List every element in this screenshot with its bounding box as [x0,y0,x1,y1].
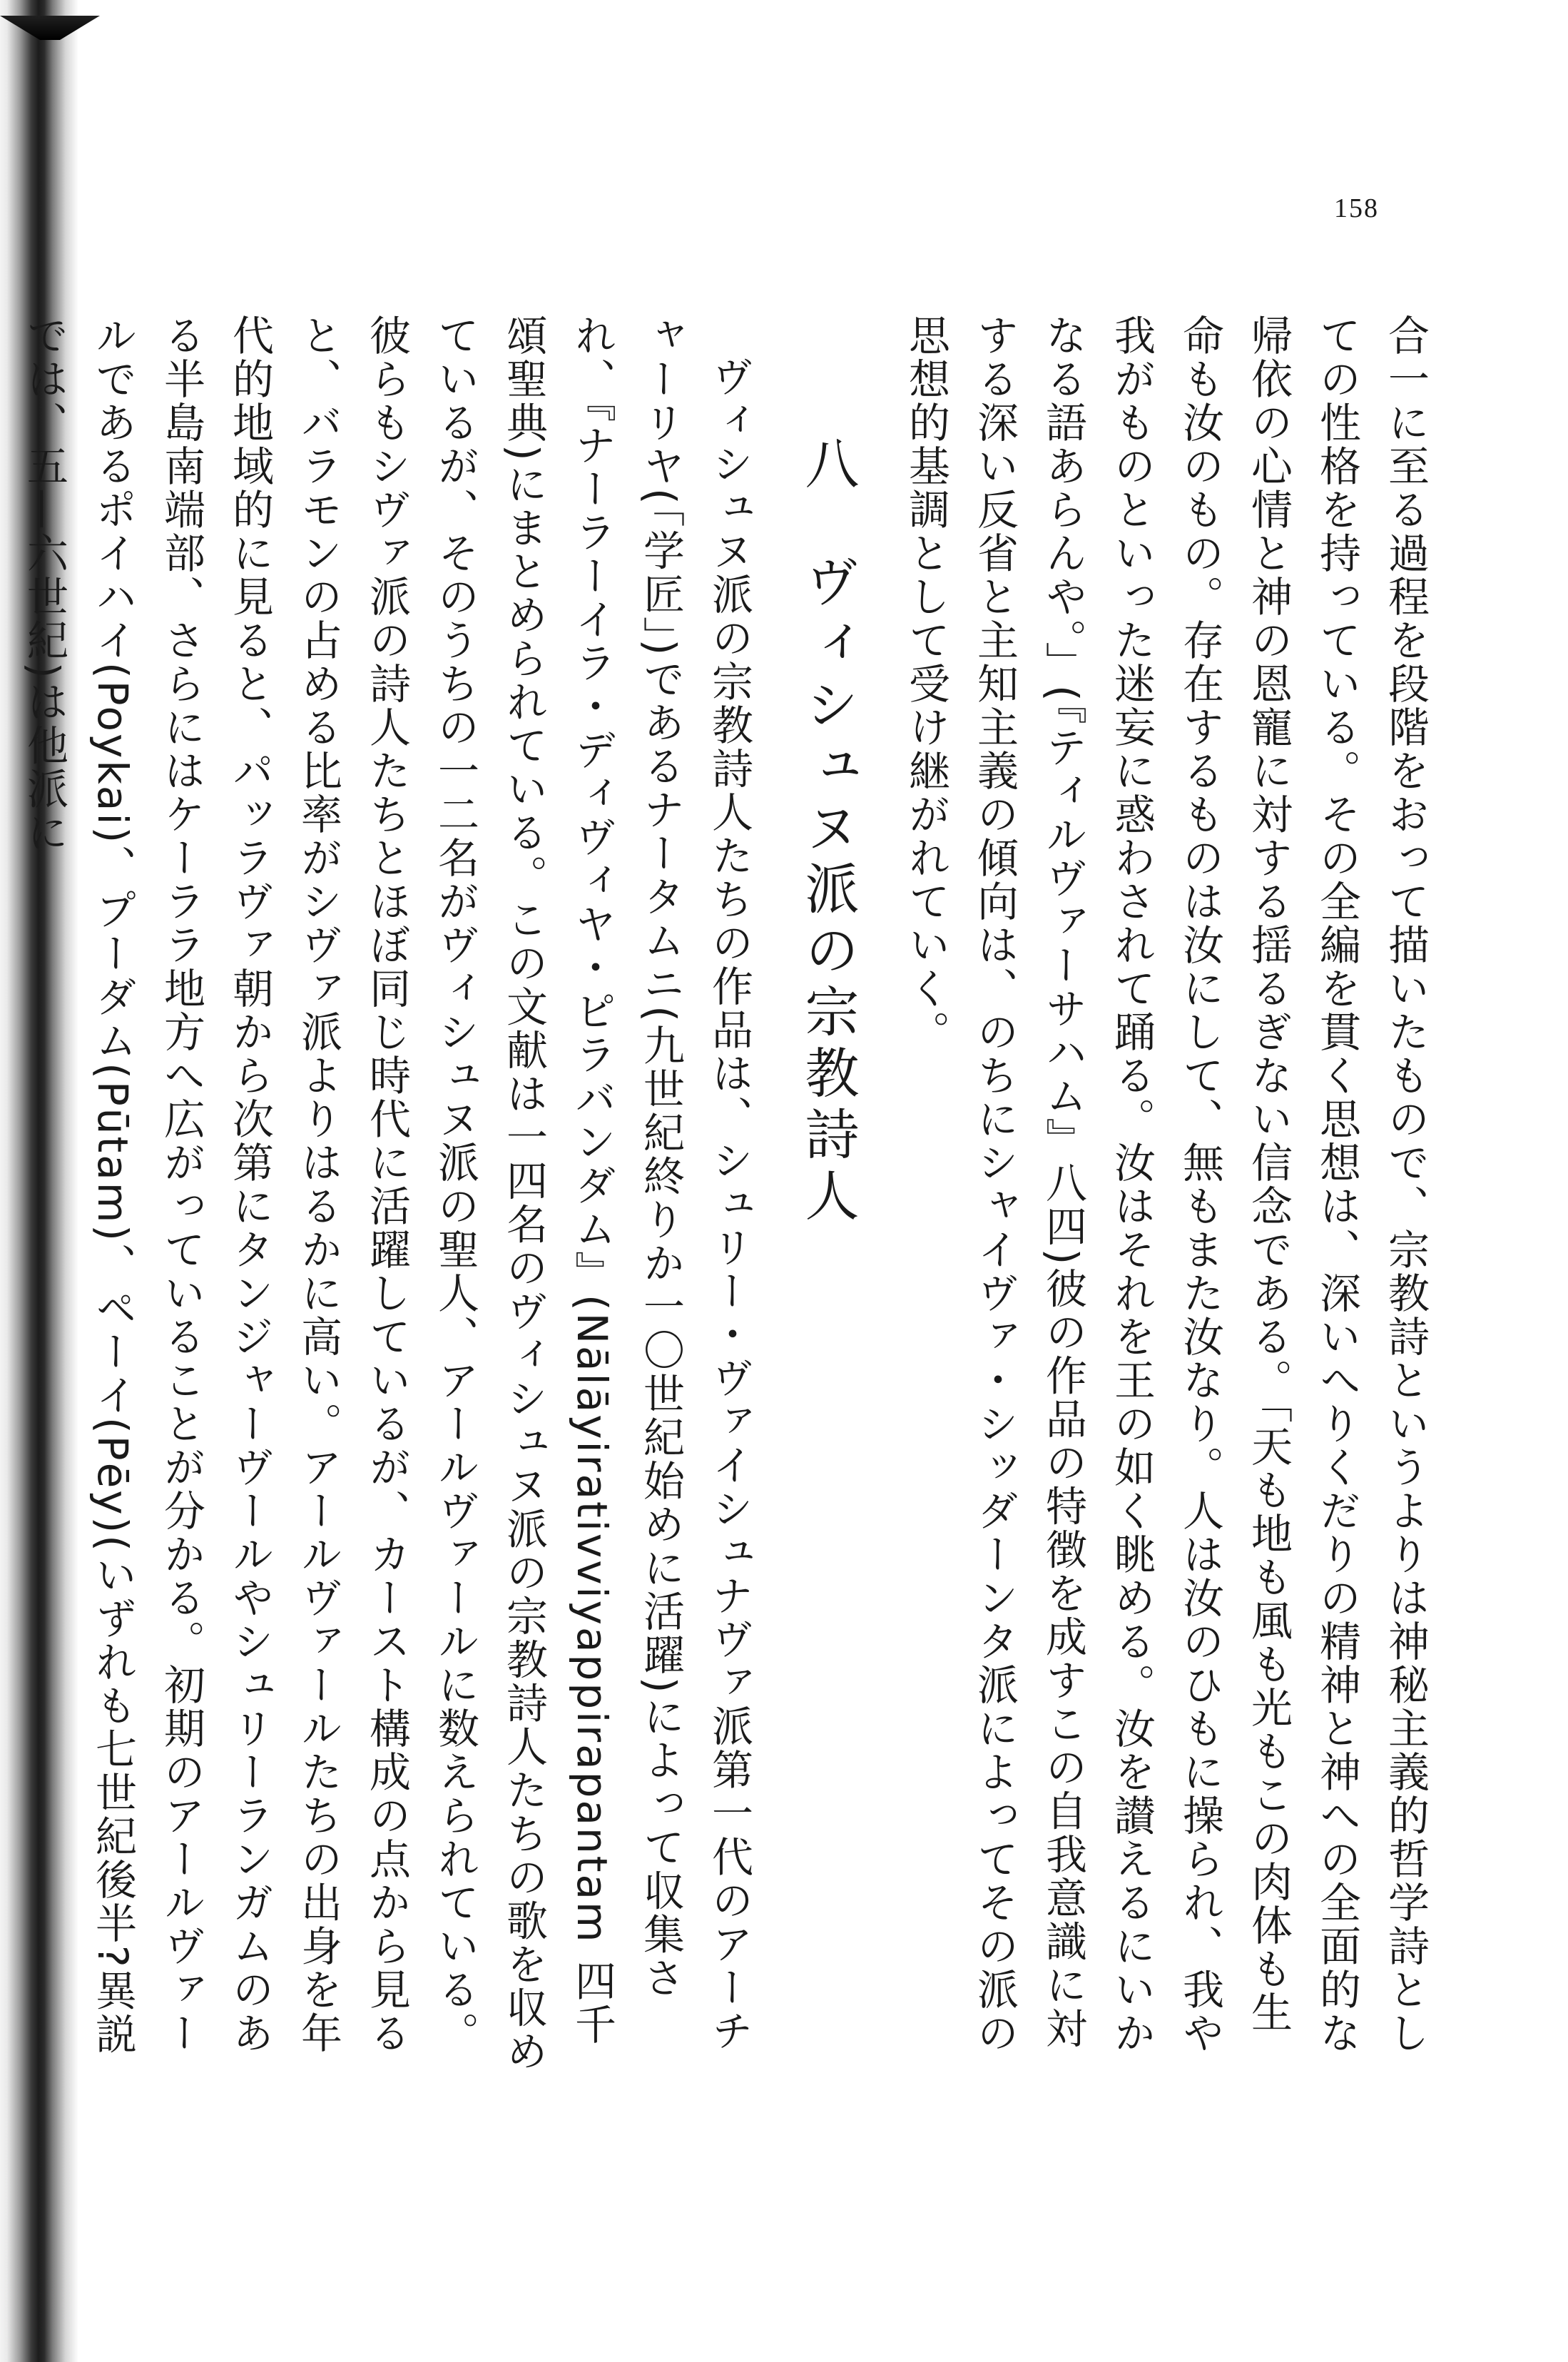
section-number: 八 [796,435,860,497]
page-number: 158 [1334,193,1379,223]
paragraph-continued: 合一に至る過程を段階をおって描いたもので、宗教詩というよりは神秘主義的哲学詩としての性格を持っている。その全編を貫く思想は、深いへりくだりの精神と神への全面的な帰依の心情と神の恩寵に対する揺るぎない信念である。「天も地も風も光もこの肉体も生命も汝のもの。存在するものは汝にして、無もまた汝なり。人は汝のひもに操られ、我や我がものといった迷妄に惑わされて踊る。汝はそれを王の如く眺める。汝を讃えるにいかなる語あらんや。」(『ティルヴァーサハム』八四)彼の作品の特徴を成すこの自我意識に対する深い反省と主知主義の傾向は、のちにシャイヴァ・シッダーンタ派によってその派の思想的基調として受け継がれていく。 [902,314,1430,2055]
section-title: ヴィシュヌ派の宗教詩人 [796,554,860,1229]
vertical-text-body [10,314,1440,2077]
section-heading [763,314,892,2077]
paragraph-vishnu-poets: ヴィシュヌ派の宗教詩人たちの作品は、シュリー・ヴァイシュナヴァ派第一代のアーチャーリヤ(「学匠」)であるナータムニ(九世紀終りか一〇世紀始めに活躍)によって収集され、『ナーラーイラ・ディヴィヤ・ピラバンダム』(Nālāyirativviyappirapantam 四千頌聖典)にまとめられている。この文献は一四名のヴィシュヌ派の宗教詩人たちの歌を収めているが、そのうちの一二名がヴィシュヌ派の聖人、アールヴァールに数えられている。彼らもシヴァ派の詩人たちとほぼ同じ時代に活躍しているが、カースト構成の点から見ると、バラモンの占める比率がシヴァ派よりはるかに高い。アールヴァールたちの出身を年代的地域的に見ると、パッラヴァ朝から次第にタンジャーヴールやシュリーランガムのある半島南端部、さらにはケーララ地方へ広がっていることが分かる。初期のアールヴァールであるポイハイ(Poykai)、プーダム(Pūtam)、ペーイ(Pēy)(いずれも七世紀後半?異説では、五—六世紀)は他派に [20,314,753,2074]
